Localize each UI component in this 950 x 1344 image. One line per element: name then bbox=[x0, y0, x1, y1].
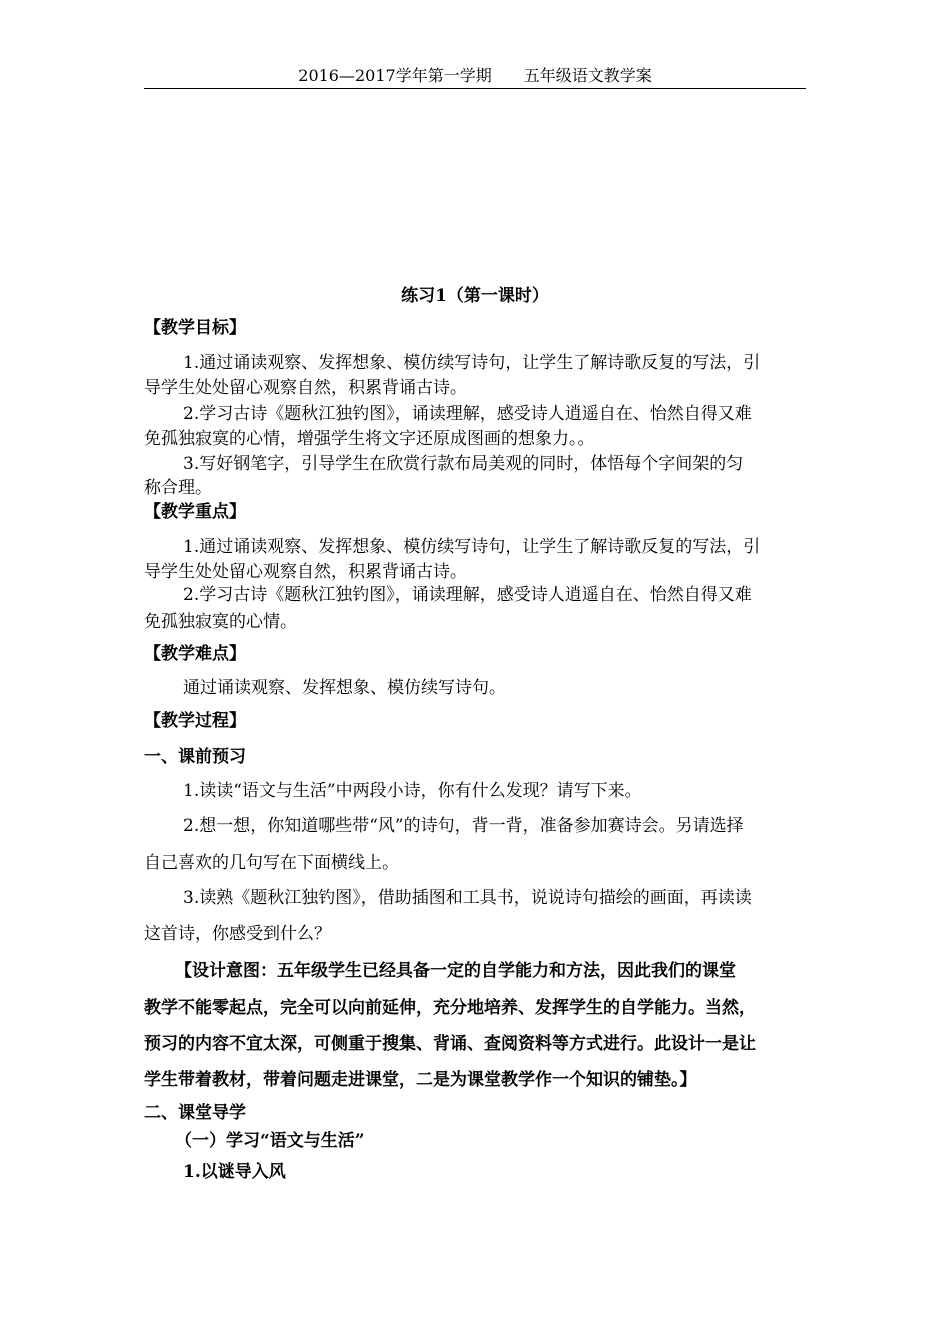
part1-heading: 一、课前预习 bbox=[144, 747, 246, 767]
preview-item1: 1.读读“语文与生活”中两段小诗，你有什么发现？请写下来。 bbox=[183, 781, 642, 801]
goals-item2-line2: 免孤独寂寞的心情，增强学生将文字还原成图画的想象力。。 bbox=[144, 429, 595, 449]
goals-item2-line1: 2.学习古诗《题秋江独钓图》，诵读理解，感受诗人逍遥自在、怡然自得又难 bbox=[183, 404, 752, 424]
preview-item2-line2: 自己喜欢的几句写在下面横线上。 bbox=[144, 853, 399, 873]
part2-heading: 二、课堂导学 bbox=[144, 1103, 246, 1123]
process-heading: 【教学过程】 bbox=[144, 711, 246, 731]
difficulties-heading: 【教学难点】 bbox=[144, 644, 246, 664]
sub1-heading: （一）学习“语文与生活” bbox=[175, 1131, 365, 1151]
preview-item2-line1: 2.想一想，你知道哪些带“风”的诗句，背一背，准备参加赛诗会。另请选择 bbox=[183, 816, 744, 836]
key-points-heading: 【教学重点】 bbox=[144, 502, 246, 522]
preview-item3-line2: 这首诗，你感受到什么？ bbox=[144, 924, 331, 944]
goals-heading: 【教学目标】 bbox=[144, 318, 246, 338]
key-points-item2-line1: 2.学习古诗《题秋江独钓图》，诵读理解，感受诗人逍遥自在、怡然自得又难 bbox=[183, 585, 752, 605]
lesson-title: 练习1（第一课时） bbox=[401, 286, 549, 306]
key-points-item1-line2: 导学生处处留心观察自然，积累背诵古诗。 bbox=[144, 562, 467, 582]
goals-item1-line1: 1.通过诵读观察、发挥想象、模仿续写诗句，让学生了解诗歌反复的写法，引 bbox=[183, 353, 761, 373]
design-intent-line3: 预习的内容不宜太深，可侧重于搜集、背诵、查阅资料等方式进行。此设计一是让 bbox=[144, 1034, 756, 1054]
goals-item1-line2: 导学生处处留心观察自然，积累背诵古诗。 bbox=[144, 378, 467, 398]
key-points-item1-line1: 1.通过诵读观察、发挥想象、模仿续写诗句，让学生了解诗歌反复的写法，引 bbox=[183, 537, 761, 557]
design-intent-line2: 教学不能零起点，完全可以向前延伸，充分地培养、发挥学生的自学能力。当然， bbox=[144, 998, 756, 1018]
design-intent-line4: 学生带着教材，带着问题走进课堂，二是为课堂教学作一个知识的铺垫。】 bbox=[144, 1070, 697, 1090]
design-intent-line1: 【设计意图：五年级学生已经具备一定的自学能力和方法，因此我们的课堂 bbox=[175, 961, 736, 981]
difficulties-text: 通过诵读观察、发挥想象、模仿续写诗句。 bbox=[183, 678, 506, 698]
goals-item3-line2: 称合理。 bbox=[144, 478, 212, 498]
goals-item3-line1: 3.写好钢笔字，引导学生在欣赏行款布局美观的同时，体悟每个字间架的匀 bbox=[183, 454, 744, 474]
sub1-item1: 1.以谜导入风 bbox=[183, 1162, 286, 1182]
page-header: 2016—2017学年第一学期 五年级语文教学案 bbox=[144, 64, 806, 89]
preview-item3-line1: 3.读熟《题秋江独钓图》，借助插图和工具书，说说诗句描绘的画面，再读读 bbox=[183, 888, 752, 908]
key-points-item2-line2: 免孤独寂寞的心情。 bbox=[144, 612, 297, 632]
